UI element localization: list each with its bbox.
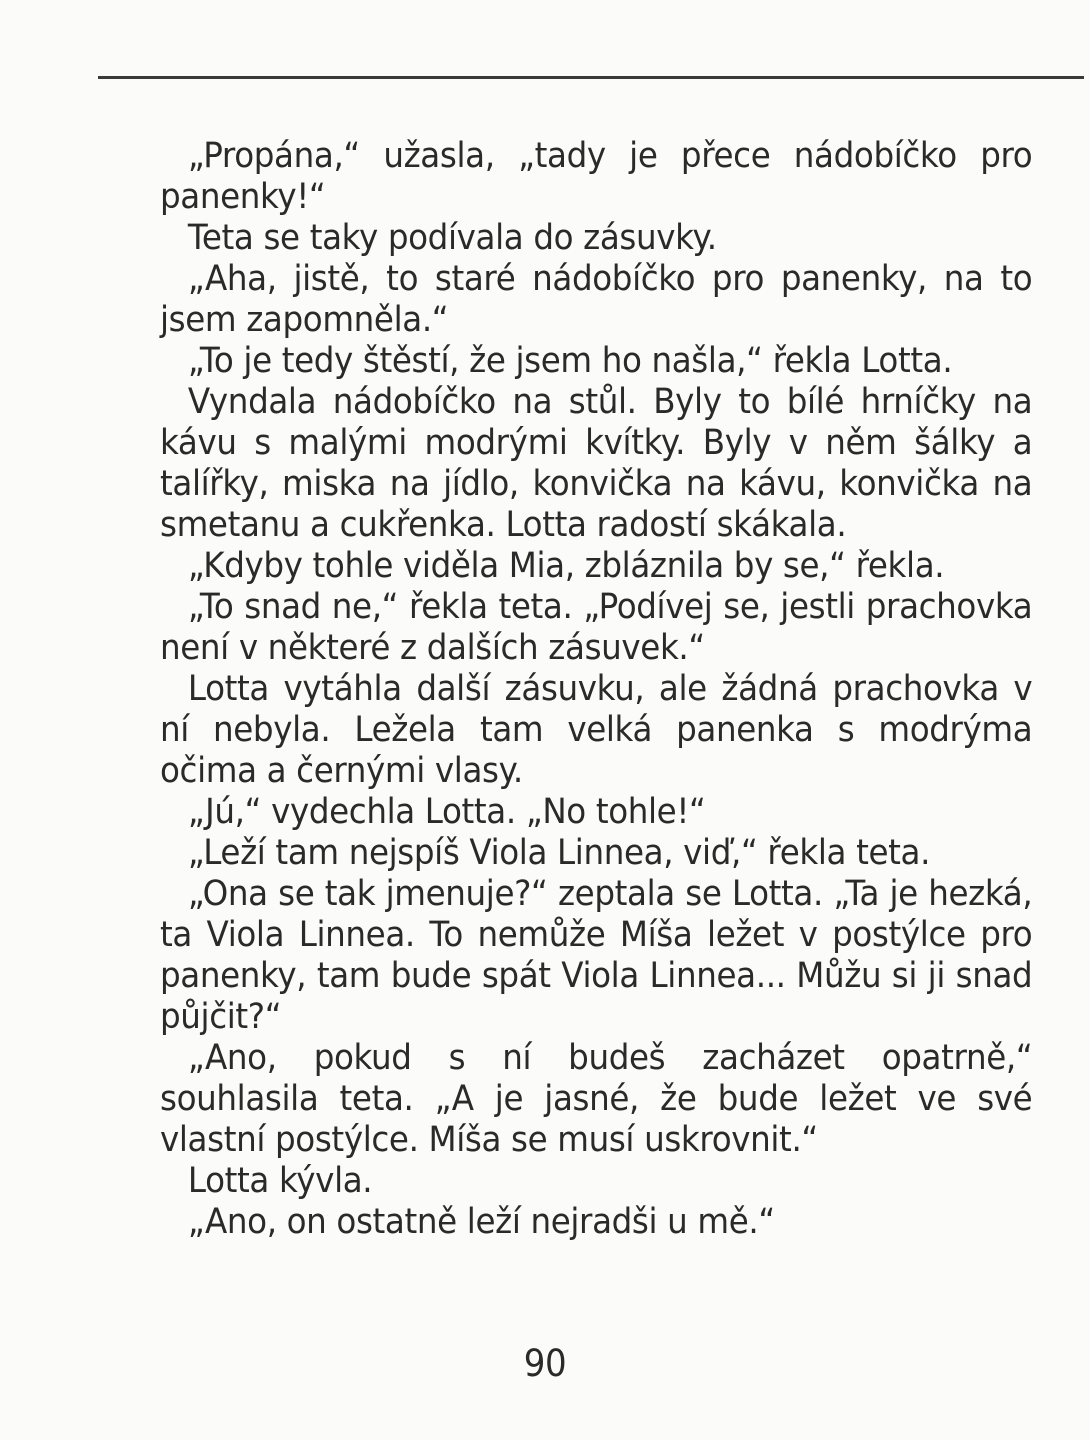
paragraph: „Leží tam nejspíš Viola Linnea, viď,“ řekla teta. — [187, 833, 931, 873]
paragraph: Teta se taky podívala do zásuvky. — [187, 218, 717, 258]
body-text — [160, 136, 1032, 1243]
paragraph: „Ona se tak jmenuje?“ zeptala se Lotta. „Ta je hezká, ta Viola Linnea. To nemůže Míša ležet v postýlce pro panenky, tam bude spát Viola Linnea... Můžu si ji snad půjčit?“ — [160, 874, 1033, 1037]
paragraph: „To je tedy štěstí, že jsem ho našla,“ řekla Lotta. — [187, 341, 953, 381]
paragraph: Lotta vytáhla další zásuvku, ale žádná prachovka v ní nebyla. Ležela tam velká panenka s modrýma očima a černými vlasy. — [160, 669, 1033, 791]
paragraph: „Ano, on ostatně leží nejradši u mě.“ — [187, 1202, 775, 1242]
page-number: 90 — [523, 1342, 567, 1385]
paragraph: „Aha, jistě, to staré nádobíčko pro panenky, na to jsem zapomněla.“ — [160, 259, 1033, 340]
paragraph: Lotta kývla. — [187, 1161, 373, 1201]
paragraph: Vyndala nádobíčko na stůl. Byly to bílé hrníčky na kávu s malými modrými kvítky. Byly v něm šálky a talířky, miska na jídlo, konvička na kávu, konvička na smetanu a cukřenka. Lotta radostí skákala. — [160, 382, 1033, 545]
header-rule — [98, 76, 1084, 79]
paragraph: „Kdyby tohle viděla Mia, zbláznila by se,“ řekla. — [187, 546, 945, 586]
paragraph: „Propána,“ užasla, „tady je přece nádobíčko pro panenky!“ — [160, 136, 1033, 217]
paragraph: „To snad ne,“ řekla teta. „Podívej se, jestli prachovka není v některé z dalších zásuvek.“ — [160, 587, 1033, 668]
paragraph: „Jú,“ vydechla Lotta. „No tohle!“ — [187, 792, 706, 832]
paragraph: „Ano, pokud s ní budeš zacházet opatrně,“ souhlasila teta. „A je jasné, že bude ležet ve své vlastní postýlce. Míša se musí uskrovnit.“ — [160, 1038, 1033, 1160]
